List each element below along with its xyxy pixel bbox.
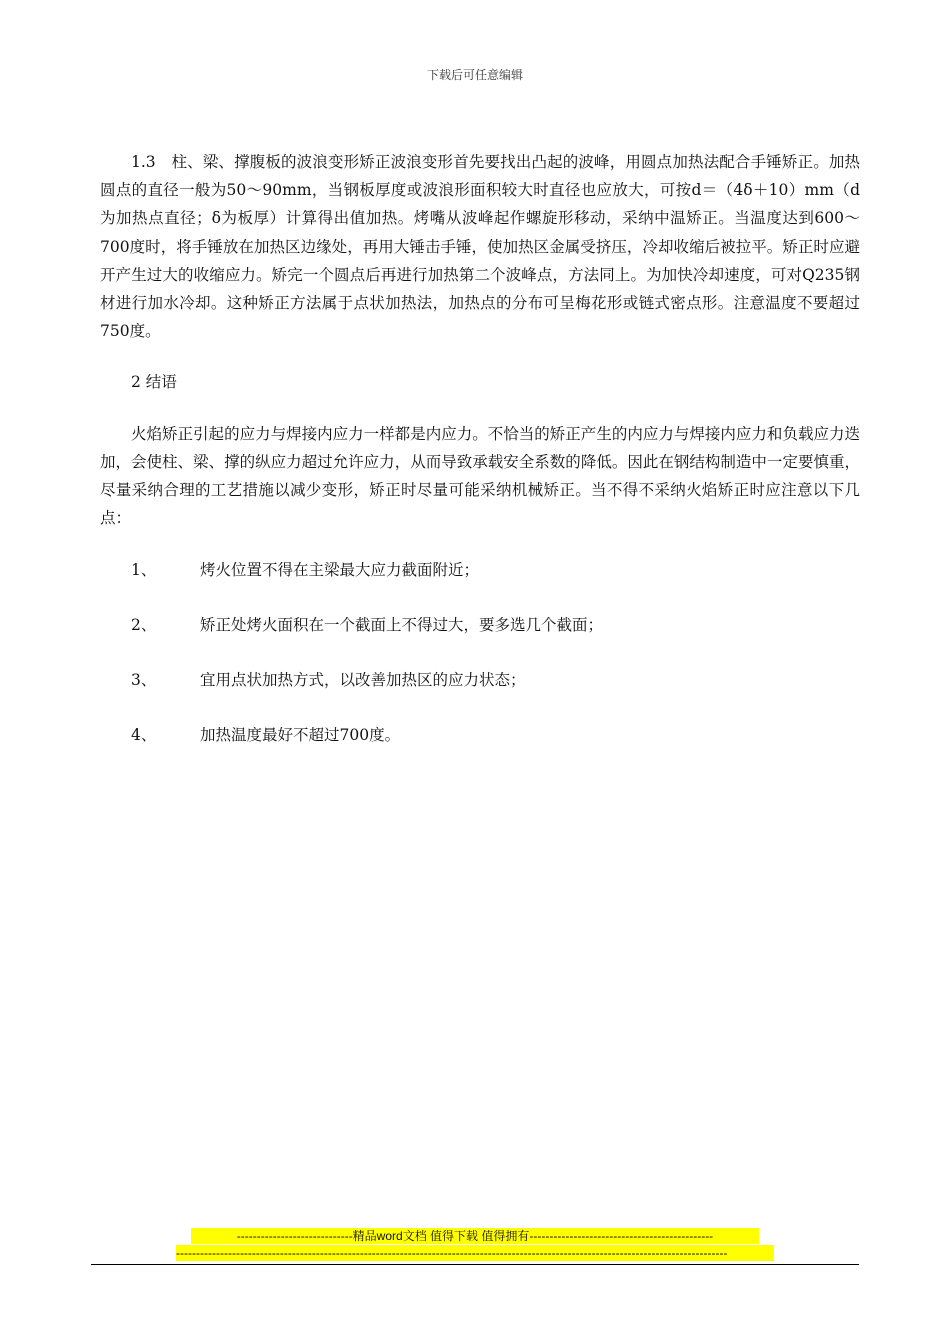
- list-item-number: 1、: [131, 561, 157, 580]
- footer-banner-text: -----------------------------精品word文档 值得下载 值得拥有----------------------------------------------: [191, 1228, 759, 1244]
- list-item: [100, 721, 860, 749]
- list-item: [100, 666, 860, 694]
- footer-rule: [91, 1264, 859, 1265]
- list-item-number: 2、: [131, 616, 157, 635]
- list-item-text: 矫正处烤火面积在一个截面上不得过大，要多选几个截面；: [200, 616, 604, 635]
- list-item-text: 宜用点状加热方式，以改善加热区的应力状态；: [200, 671, 526, 690]
- section-heading-conclusion: 2 结语: [131, 373, 177, 392]
- list-item-number: 3、: [131, 671, 157, 690]
- list-item-text: 烤火位置不得在主梁最大应力截面附近；: [200, 561, 480, 580]
- document-body: [100, 148, 860, 776]
- list-item-text: 加热温度最好不超过700度。: [200, 726, 401, 745]
- list-item-number: 4、: [131, 726, 157, 745]
- list-item: [100, 556, 860, 584]
- footer-dash-line: ------------------------------------------------------------------------------------------------------------------------------------------: [176, 1245, 774, 1261]
- paragraph-1-3: 1.3 柱、梁、撑腹板的波浪变形矫正波浪变形首先要找出凸起的波峰，用圆点加热法配合手锤矫正。加热圆点的直径一般为50～90mm，当钢板厚度或波浪形面积较大时直径也应放大，可按d＝（4δ＋10）mm（d为加热点直径；δ为板厚）计算得出值加热。烤嘴从波峰起作螺旋形移动，采纳中温矫正。当温度达到600～700度时，将手锤放在加热区边缘处，再用大锤击手锤，使加热区金属受挤压，冷却收缩后被拉平。矫正时应避开产生过大的收缩应力。矫完一个圆点后再进行加热第二个波峰点，方法同上。为加快冷却速度，可对Q235钢材进行加水冷却。这种矫正方法属于点状加热法，加热点的分布可呈梅花形或链式密点形。注意温度不要超过750度。: [100, 153, 860, 341]
- list-item: [100, 611, 860, 639]
- paragraph-conclusion: 火焰矫正引起的应力与焊接内应力一样都是内应力。不恰当的矫正产生的内应力与焊接内应力和负载应力迭加，会使柱、梁、撑的纵应力超过允许应力，从而导致承载安全系数的降低。因此在钢结构制造中一定要慎重，尽量采纳合理的工艺措施以减少变形，矫正时尽量可能采纳机械矫正。当不得不采纳火焰矫正时应注意以下几点：: [100, 424, 860, 528]
- precautions-list: [100, 556, 860, 749]
- page-header: 下载后可任意编辑: [426, 68, 523, 82]
